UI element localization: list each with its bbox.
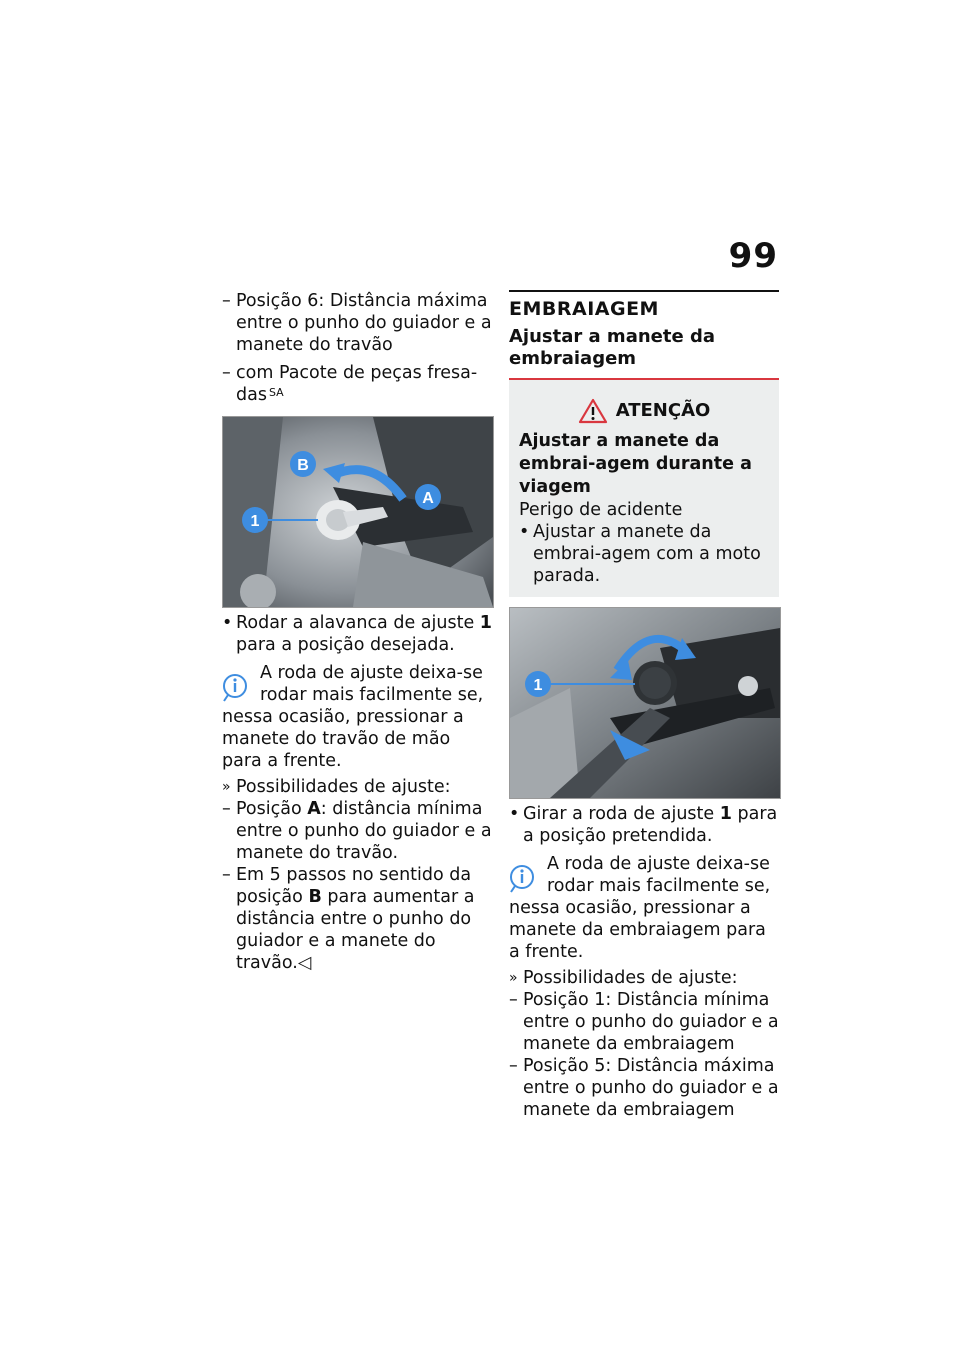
step-item: • Girar a roda de ajuste 1 para a posição pretendida. xyxy=(509,804,778,846)
list-item: – Posição A: distância mínima entre o punho do guiador e a manete do travão. xyxy=(222,799,492,863)
step-item: • Rodar a alavanca de ajuste 1 para a posição desejada. xyxy=(222,613,492,655)
info-icon xyxy=(222,672,248,702)
warning-label: ATENÇÃO xyxy=(615,400,711,421)
warning-title: Ajustar a manete da embrai-agem durante a viagem xyxy=(519,431,752,497)
section-divider xyxy=(509,290,779,292)
page-number: 99 xyxy=(728,236,778,276)
warning-triangle-icon xyxy=(578,398,608,424)
warning-box xyxy=(509,380,779,597)
info-note xyxy=(222,662,494,772)
end-mark: ◁ xyxy=(297,953,312,973)
right-column xyxy=(509,290,779,1121)
list-item: – Posição 6: Distância máxima entre o punho do guiador e a manete do travão xyxy=(222,291,492,355)
info-note xyxy=(509,853,779,963)
section-title: EMBRAIAGEM xyxy=(509,298,659,320)
warning-text: Perigo de acidente xyxy=(519,500,683,520)
list-item: – Posição 5: Distância máxima entre o punho do guiador e a manete da embraiagem xyxy=(509,1056,779,1120)
list-item: – Posição 1: Distância mínima entre o punho do guiador e a manete da embraiagem xyxy=(509,990,779,1054)
info-icon xyxy=(509,863,535,893)
warning-header xyxy=(519,398,769,424)
result-line: » Possibilidades de ajuste: xyxy=(222,777,451,797)
brake-lever-photo xyxy=(222,416,494,608)
warning-bullet: • Ajustar a manete da embrai-agem com a moto parada. xyxy=(519,522,761,586)
left-column xyxy=(222,290,494,974)
label-1: 1 xyxy=(250,513,260,530)
label-1: 1 xyxy=(533,677,543,694)
label-b: B xyxy=(297,457,309,474)
sa-marker: SA xyxy=(268,386,284,399)
subsection-title: Ajustar a manete da embraiagem xyxy=(509,326,715,369)
list-item: – com Pacote de peças fresa-das $^{SA}$ xyxy=(222,363,478,405)
list-item: – Em 5 passos no sentido da posição B para aumentar a distância entre o punho do guiador e a manete do travão.◁ xyxy=(222,865,475,973)
label-a: A xyxy=(422,490,434,507)
result-line: » Possibilidades de ajuste: xyxy=(509,968,738,988)
info-note-text: A roda de ajuste deixa-se rodar mais facilmente se, nessa ocasião, pressionar a manete da embraiagem para a frente. xyxy=(509,854,771,962)
info-note-text: A roda de ajuste deixa-se rodar mais facilmente se, nessa ocasião, pressionar a manete do travão de mão para a frente. xyxy=(222,663,484,771)
clutch-lever-photo xyxy=(509,607,781,799)
